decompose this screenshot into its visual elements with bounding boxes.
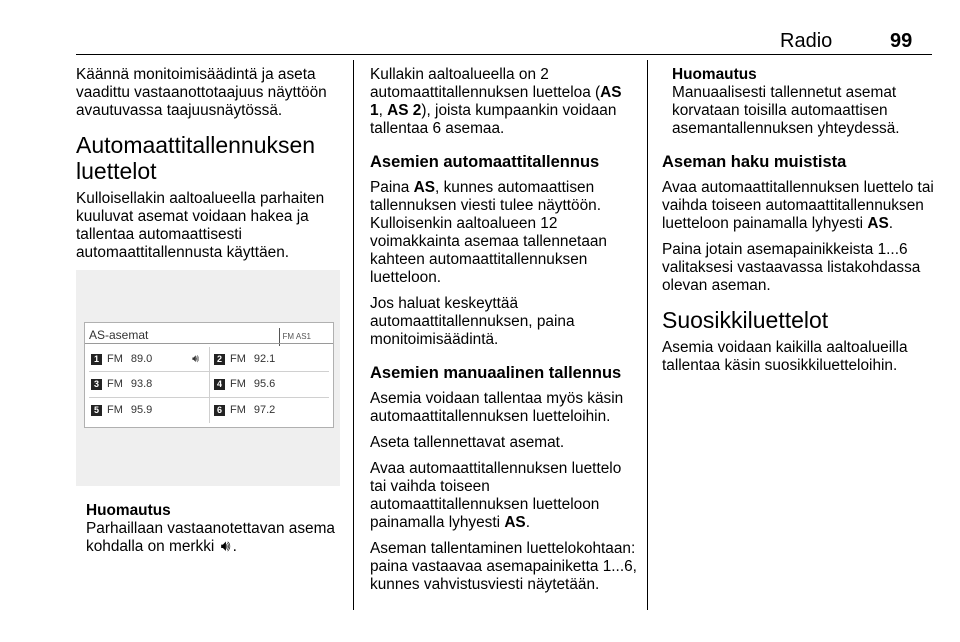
auto-store-steps xyxy=(370,179,638,287)
preset-4[interactable] xyxy=(209,372,329,397)
as2-label: AS 2 xyxy=(387,102,422,119)
text-run: Avaa automaattitallennuksen luettelo tai vaihda toiseen automaattitallennuksen luetteloon painamalla lyhyesti xyxy=(370,460,622,531)
text-run: Avaa automaattitallennuksen luettelo tai vaihda toiseen automaattitallennuksen luetteloon painamalla lyhyesti xyxy=(662,179,934,232)
preset-number: 5 xyxy=(91,405,102,416)
preset-2[interactable] xyxy=(209,347,329,372)
section-heading: Automaattitallennuksen luettelot xyxy=(76,132,316,184)
note-box xyxy=(76,502,344,556)
column-divider-2 xyxy=(647,60,648,610)
screen-title: AS-asemat xyxy=(89,328,149,342)
note-box xyxy=(662,66,938,138)
preset-band: FM xyxy=(107,353,123,366)
note-text xyxy=(86,520,344,556)
band-list-tag: FM AS1 xyxy=(279,328,311,346)
manual-store-intro: Asemia voidaan tallentaa myös käsin automaattitallennuksen luetteloihin. xyxy=(370,390,624,425)
as1-label: AS 1 xyxy=(370,84,622,119)
radio-screen-figure xyxy=(76,270,340,486)
speaker-icon: 🔊︎ xyxy=(220,538,231,555)
screen-divider xyxy=(85,343,333,344)
column-divider-1 xyxy=(353,60,354,610)
preset-band: FM xyxy=(230,404,246,417)
text-run: Kullakin aaltoalueella on 2 automaattitallennuksen luetteloa ( xyxy=(370,66,601,101)
preset-6[interactable] xyxy=(209,398,329,423)
intro-paragraph: Käännä monitoimisäädintä ja aseta vaadittu vastaanottotaajuus näyttöön avautuvassa taajuusnäytössä. xyxy=(76,66,327,119)
running-header-title: Radio xyxy=(780,30,833,52)
auto-store-paragraph: Kulloisellakin aaltoalueella parhaiten kuuluvat asemat voidaan hakea ja tallentaa automaattisesti automaattitallennusta käyttäen. xyxy=(76,190,325,261)
recall-step-2: Paina jotain asemapainikkeista 1...6 valitaksesi vastaavassa listakohdassa olevan aseman. xyxy=(662,241,921,294)
preset-number: 4 xyxy=(214,379,225,390)
column-1 xyxy=(76,66,344,564)
recall-step-1 xyxy=(662,179,938,233)
auto-store-cancel: Jos haluat keskeyttää automaattitallennuksen, paina monitoimisäädintä. xyxy=(370,295,575,348)
preset-3[interactable] xyxy=(89,372,209,397)
recall-heading: Aseman haku muistista xyxy=(662,153,847,171)
preset-band: FM xyxy=(107,378,123,391)
text-run: Paina xyxy=(370,179,414,196)
preset-number: 1 xyxy=(91,354,102,365)
preset-frequency: 95.6 xyxy=(253,378,276,391)
preset-frequency: 92.1 xyxy=(253,353,276,366)
note-end: . xyxy=(232,538,237,555)
manual-store-step-2 xyxy=(370,460,638,532)
note-text: Manuaalisesti tallennetut asemat korvataan toisilla automaattisen asemantallennuksen yhteydessä. xyxy=(672,84,900,137)
preset-number: 3 xyxy=(91,379,102,390)
favourites-paragraph: Asemia voidaan kaikilla aaltoalueilla tallentaa käsin suosikkiluetteloihin. xyxy=(662,339,908,374)
column-2 xyxy=(370,66,638,602)
page-number: 99 xyxy=(890,30,913,52)
preset-1[interactable] xyxy=(89,347,209,372)
text-run: . xyxy=(525,514,530,531)
preset-band: FM xyxy=(230,353,246,366)
note-title: Huomautus xyxy=(672,66,757,83)
note-title: Huomautus xyxy=(86,502,171,519)
favourites-heading: Suosikkiluettelot xyxy=(662,307,829,333)
note-body: Parhaillaan vastaanotettavan asema kohdalla on merkki xyxy=(86,520,335,555)
header-rule xyxy=(76,54,932,55)
text-run: ), joista kumpaankin voidaan tallentaa 6 asemaa. xyxy=(370,102,617,137)
preset-grid xyxy=(89,347,329,423)
auto-store-heading: Asemien automaattitallennus xyxy=(370,153,600,171)
speaker-icon: 🔊︎ xyxy=(192,353,199,366)
preset-5[interactable] xyxy=(89,398,209,423)
as-label: AS xyxy=(867,215,889,232)
text-run: , kunnes automaattisen tallennuksen viesti tulee näyttöön. Kulloisenkin aaltoalueen 12 voimakkainta asemaa tallennetaan kahteen automaattitallennuksen luetteloon. xyxy=(370,179,607,286)
manual-store-step-1: Aseta tallennettavat asemat. xyxy=(370,434,565,451)
text-run: , xyxy=(378,102,388,119)
manual-store-heading: Asemien manuaalinen tallennus xyxy=(370,364,622,382)
as-label: AS xyxy=(504,514,526,531)
lists-paragraph xyxy=(370,66,638,138)
text-run: . xyxy=(888,215,894,232)
preset-frequency: 97.2 xyxy=(253,404,276,417)
manual-store-step-3: Aseman tallentaminen luettelokohtaan: paina vastaavaa asemapainiketta 1...6, kunnes vahvistusviesti näytetään. xyxy=(370,540,637,593)
preset-frequency: 89.0 xyxy=(130,353,153,366)
column-3 xyxy=(662,66,938,383)
preset-band: FM xyxy=(230,378,246,391)
as-label: AS xyxy=(413,179,436,196)
preset-frequency: 93.8 xyxy=(130,378,153,391)
preset-number: 6 xyxy=(214,405,225,416)
as-stations-screen xyxy=(84,322,334,428)
preset-number: 2 xyxy=(214,354,225,365)
preset-frequency: 95.9 xyxy=(130,404,153,417)
preset-band: FM xyxy=(107,404,123,417)
